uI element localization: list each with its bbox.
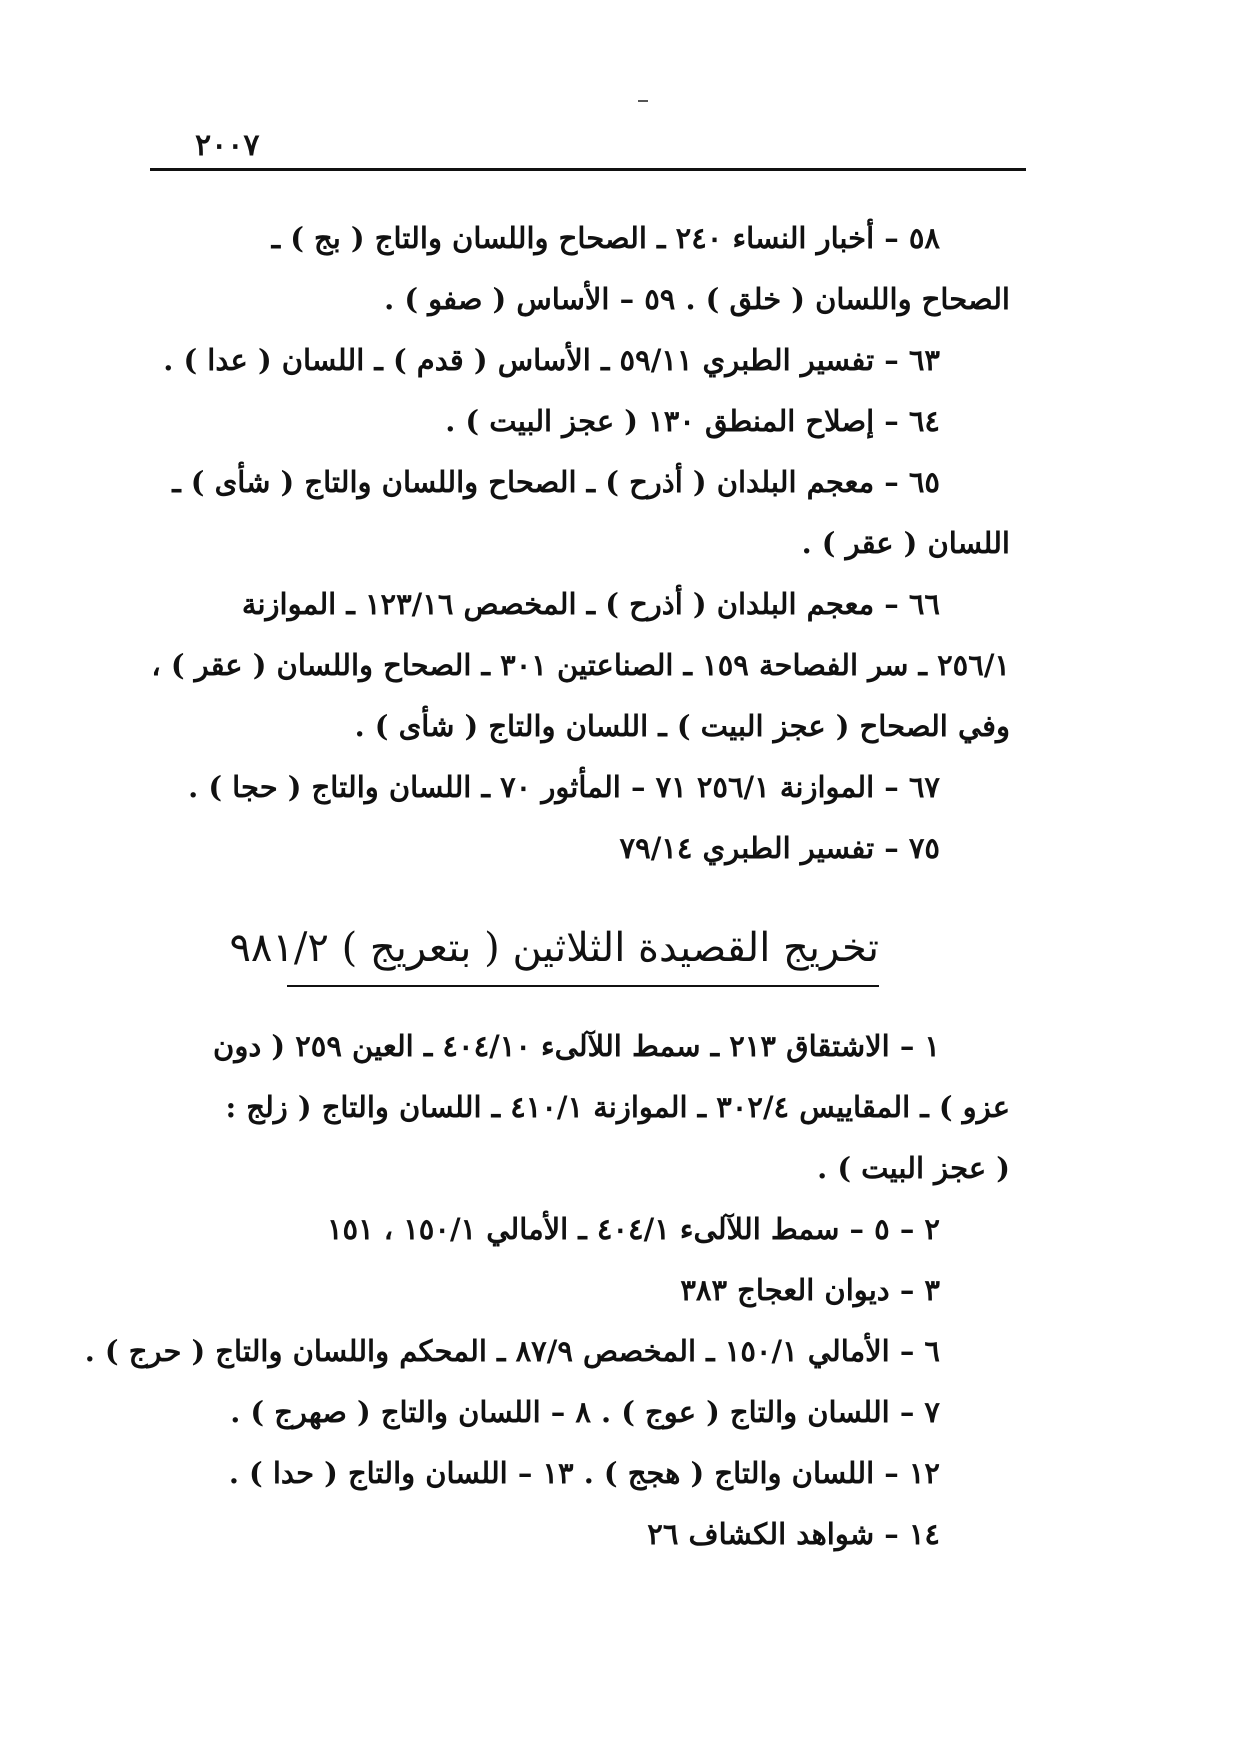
reference-line: ٦٥ – معجم البلدان ( أذرح ) ـ الصحاح واللسان والتاج ( شأى ) ـ — [172, 465, 940, 499]
reference-line: الصحاح واللسان ( خلق ) . ٥٩ – الأساس ( صفو ) . — [384, 282, 1010, 316]
section-title-underline — [287, 985, 879, 987]
reference-line: ٧٥ – تفسير الطبري ٧٩/١٤ — [619, 831, 940, 865]
references-block-a — [151, 208, 1010, 879]
reference-line: ٦ – الأمالي ١٥٠/١ ـ المخصص ٨٧/٩ ـ المحكم واللسان والتاج ( حرج ) . — [84, 1334, 940, 1368]
page-number: ٢٠٠٧ — [195, 128, 260, 163]
scan-artifact — [638, 100, 648, 102]
references-block-b — [84, 1016, 1010, 1565]
reference-line: ٢٥٦/١ ـ سر الفصاحة ١٥٩ ـ الصناعتين ٣٠١ ـ الصحاح واللسان ( عقر ) ، — [151, 648, 1010, 682]
reference-line: ١ – الاشتقاق ٢١٣ ـ سمط اللآلىء ٤٠٤/١٠ ـ العين ٢٥٩ ( دون — [213, 1029, 940, 1063]
reference-line: ٧ – اللسان والتاج ( عوج ) . ٨ – اللسان والتاج ( صهرج ) . — [230, 1395, 940, 1429]
reference-line: عزو ) ـ المقاييس ٣٠٢/٤ ـ الموازنة ٤١٠/١ ـ اللسان والتاج ( زلج : — [225, 1090, 1010, 1124]
header-rule — [150, 168, 1026, 171]
reference-line: ٣ – ديوان العجاج ٣٨٣ — [680, 1273, 940, 1307]
reference-line: وفي الصحاح ( عجز البيت ) ـ اللسان والتاج ( شأى ) . — [354, 709, 1010, 743]
reference-line: ٦٣ – تفسير الطبري ٥٩/١١ ـ الأساس ( قدم ) ـ اللسان ( عدا ) . — [163, 343, 940, 377]
reference-line: ١٢ – اللسان والتاج ( هجج ) . ١٣ – اللسان والتاج ( حدا ) . — [228, 1456, 940, 1490]
reference-line: ٥٨ – أخبار النساء ٢٤٠ ـ الصحاح واللسان والتاج ( بج ) ـ — [271, 221, 940, 255]
reference-line: ٦٦ – معجم البلدان ( أذرح ) ـ المخصص ١٢٣/١٦ ـ الموازنة — [241, 587, 940, 621]
reference-line: ٦٤ – إصلاح المنطق ١٣٠ ( عجز البيت ) . — [445, 404, 940, 438]
reference-line: اللسان ( عقر ) . — [801, 526, 1010, 560]
section-title: تخريج القصيدة الثلاثين ( بتعريج ) ٩٨١/٢ — [229, 925, 879, 971]
reference-line: ١٤ – شواهد الكشاف ٢٦ — [647, 1517, 940, 1551]
reference-line: ٦٧ – الموازنة ٢٥٦/١ ٧١ – المأثور ٧٠ ـ اللسان والتاج ( حجا ) . — [188, 770, 940, 804]
reference-line: ٢ – ٥ – سمط اللآلىء ٤٠٤/١ ـ الأمالي ١٥٠/١ ، ١٥١ — [326, 1212, 940, 1246]
reference-line: ( عجز البيت ) . — [817, 1151, 1010, 1185]
